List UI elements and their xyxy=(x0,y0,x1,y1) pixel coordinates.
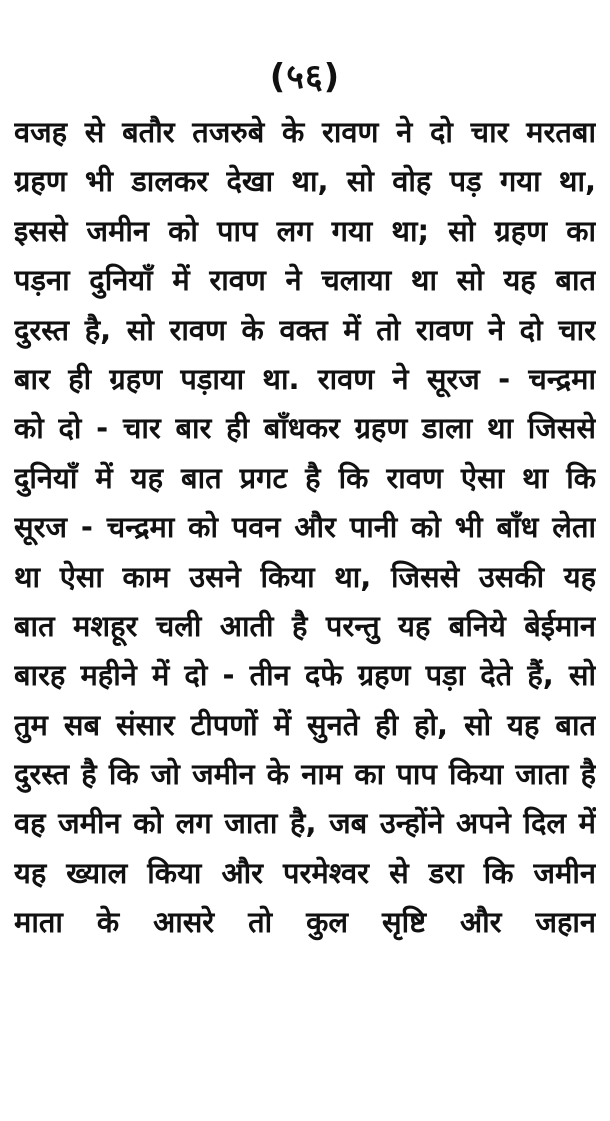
text-line: दुरस्त है कि जो जमीन के नाम का पाप किया जाता है xyxy=(14,757,596,792)
page-number: (५६) xyxy=(269,57,341,97)
text-line: वह जमीन को लग जाता है, जब उन्होंने अपने दिल में xyxy=(14,806,596,841)
text-line: ग्रहण भी डालकर देखा था, सो वोह पड़ गया था, xyxy=(14,164,596,199)
text-line: तुम सब संसार टीपणों में सुनते ही हो, सो यह बात xyxy=(14,707,596,742)
text-body xyxy=(14,108,596,948)
text-line: माता के आसरे तो कुल सृष्टि और जहान xyxy=(14,905,596,940)
text-line: बार ही ग्रहण पड़ाया था. रावण ने सूरज - चन्द्रमा xyxy=(14,361,596,396)
text-line: बारह महीने में दो - तीन दफे ग्रहण पड़ा देते हैं, सो xyxy=(14,658,596,693)
text-line: इससे जमीन को पाप लग गया था; सो ग्रहण का xyxy=(14,213,596,248)
text-line: यह ख्याल किया और परमेश्वर से डरा कि जमीन xyxy=(14,855,596,890)
text-line: सूरज - चन्द्रमा को पवन और पानी को भी बाँध लेता xyxy=(14,510,596,545)
text-line: पड़ना दुनियाँ में रावण ने चलाया था सो यह बात xyxy=(14,263,596,298)
text-line: बात मशहूर चली आती है परन्तु यह बनिये बेईमान xyxy=(14,608,596,643)
text-line: को दो - चार बार ही बाँधकर ग्रहण डाला था जिससे xyxy=(14,411,596,446)
text-line: दुरस्त है, सो रावण के वक्त में तो रावण ने दो चार xyxy=(14,312,596,347)
text-line: वजह से बतौर तजरुबे के रावण ने दो चार मरतबा xyxy=(14,115,596,149)
text-line: दुनियाँ में यह बात प्रगट है कि रावण ऐसा था कि xyxy=(14,460,596,495)
text-line: था ऐसा काम उसने किया था, जिससे उसकी यह xyxy=(14,559,596,594)
